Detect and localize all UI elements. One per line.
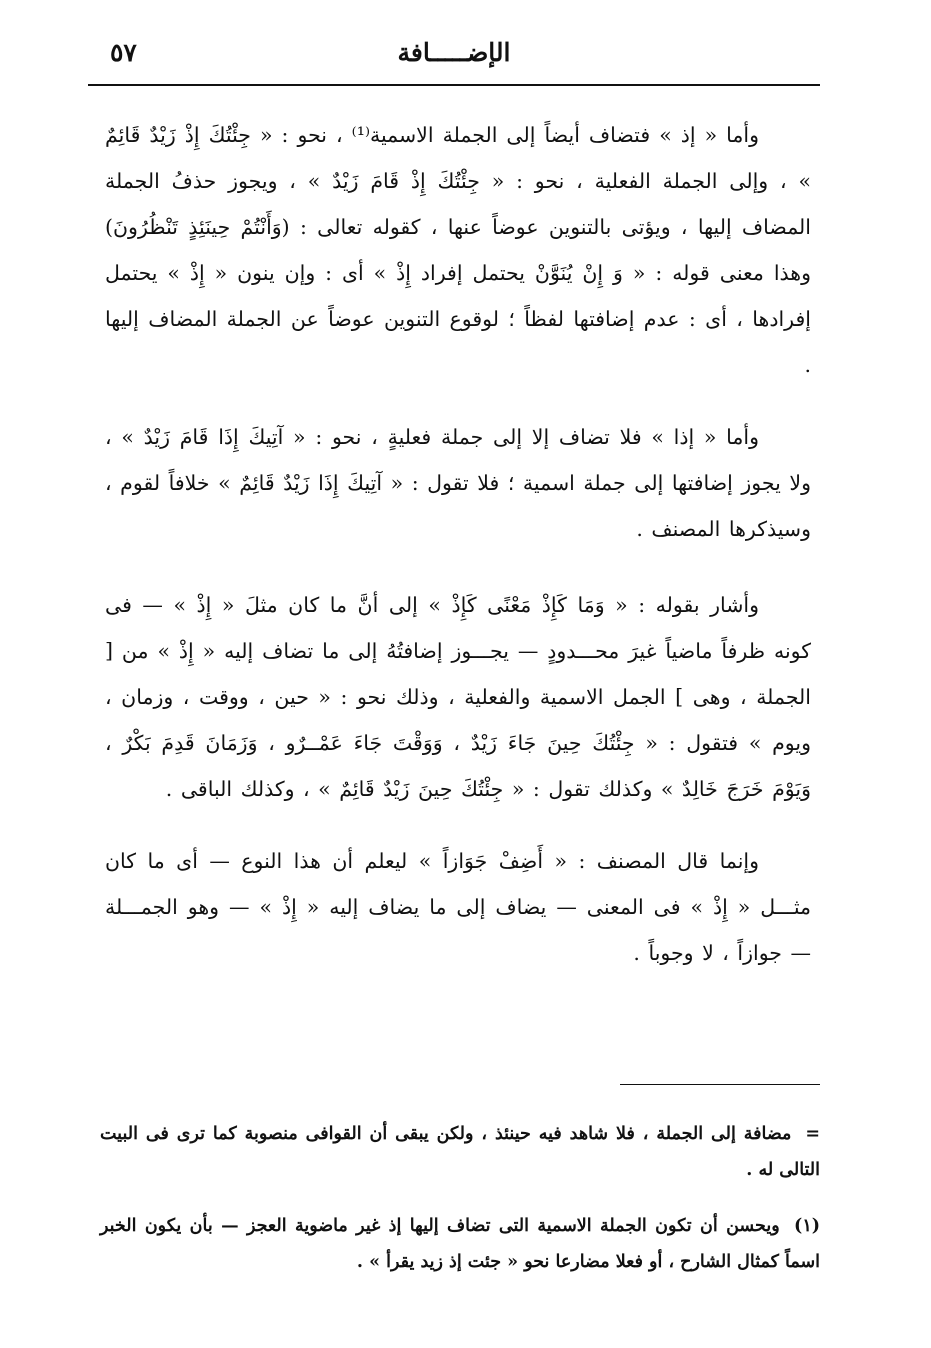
page-number: ٥٧: [110, 38, 137, 67]
footnote-continuation-marker: =: [805, 1124, 820, 1144]
page-title: الإضـــــافة: [397, 38, 511, 67]
page-header: [88, 30, 820, 82]
paragraph-like-idh: وأشار بقوله : « وَمَا كَإِذْ مَعْنًى كَإِذْ » إلى أنَّ ما كان مثلَ « إِذْ » — فى كونه ظرفاً ماضياً غيرَ محـــدودٍ — يجـــوز إضافتُهُ إلى ما تضاف إليه « إِذْ » من [ الجملة ، وهى ] الجمل الاسمية والفعلية ، وذلك نحو : « حين ، ووقت ، وزمان ، ويوم » فتقول : « جِئْتُكَ حِينَ جَاءَ زَيْدٌ ، وَوَقْتَ جَاءَ عَمْــرٌو ، وَزَمَانَ قَدِمَ بَكْرٌ ، وَيَوْمَ خَرَجَ خَالِدٌ » وكذلك تقول : « جِئْتُكَ حِينَ زَيْدٌ قَائِمٌ » ، وكذلك الباقى .: [105, 593, 811, 801]
footnote-1-marker: (١): [794, 1216, 820, 1236]
footnotes: [100, 1116, 820, 1300]
paragraph-idha: وأما « إذا » فلا تضاف إلا إلى جملة فعليةٍ ، نحو : « آتِيكَ إِذَا قَامَ زَيْدٌ » ، ولا يجوز إضافتها إلى جملة اسمية ؛ فلا تقول : « آتِيكَ إِذَا زَيْدٌ قَائِمٌ » خلافاً لقوم ، وسيذكرها المصنف .: [105, 425, 811, 541]
footnote-continuation: [100, 1116, 820, 1188]
footnote-rule: [620, 1084, 820, 1085]
footnote-continuation-text: مضافة إلى الجملة ، فلا شاهد فيه حينئذ ، ولكن يبقى أن القوافى منصوبة كما ترى فى البيت التالى له .: [100, 1124, 820, 1180]
header-rule: [88, 84, 820, 86]
footnote-1-text: ويحسن أن تكون الجملة الاسمية التى تضاف إليها إذ غير ماضوية العجز — بأن يكون الخبر اسماً كمثال الشارح ، أو فعلا مضارعا نحو « جئت إذ زيد يقرأ » .: [100, 1216, 820, 1272]
body-text: [105, 112, 811, 1004]
footnote-1: [100, 1208, 820, 1280]
paragraph-jawazan: وإنما قال المصنف : « أَضِفْ جَوَازاً » ليعلم أن هذا النوع — أى ما كان مثـــل « إِذْ » فى المعنى — يضاف إلى ما يضاف إليه « إِذْ » — وهو الجمـــلة — جوازاً ، لا وجوباً .: [105, 849, 811, 965]
paragraph-idh: وأما « إذ » فتضاف أيضاً إلى الجملة الاسمية⁽¹⁾ ، نحو : « جِئْتُكَ إِذْ زَيْدٌ قَائِمٌ » ، وإلى الجملة الفعلية ، نحو : « جِئْتُكَ إِذْ قَامَ زَيْدٌ » ، ويجوز حذفُ الجملة المضاف إليها ، ويؤتى بالتنوين عوضاً عنها ، كقوله تعالى : (وَأَنْتُمْ حِينَئِذٍ تَنْظُرُونَ) وهذا معنى قوله : « وَ إِنْ يُنَوَّنْ يحتمل إفراد إِذْ » أى : وإن ينون « إِذْ » يحتمل إفرادها ، أى : عدم إضافتها لفظاً ؛ لوقوع التنوين عوضاً عن الجملة المضاف إليها .: [105, 123, 811, 377]
